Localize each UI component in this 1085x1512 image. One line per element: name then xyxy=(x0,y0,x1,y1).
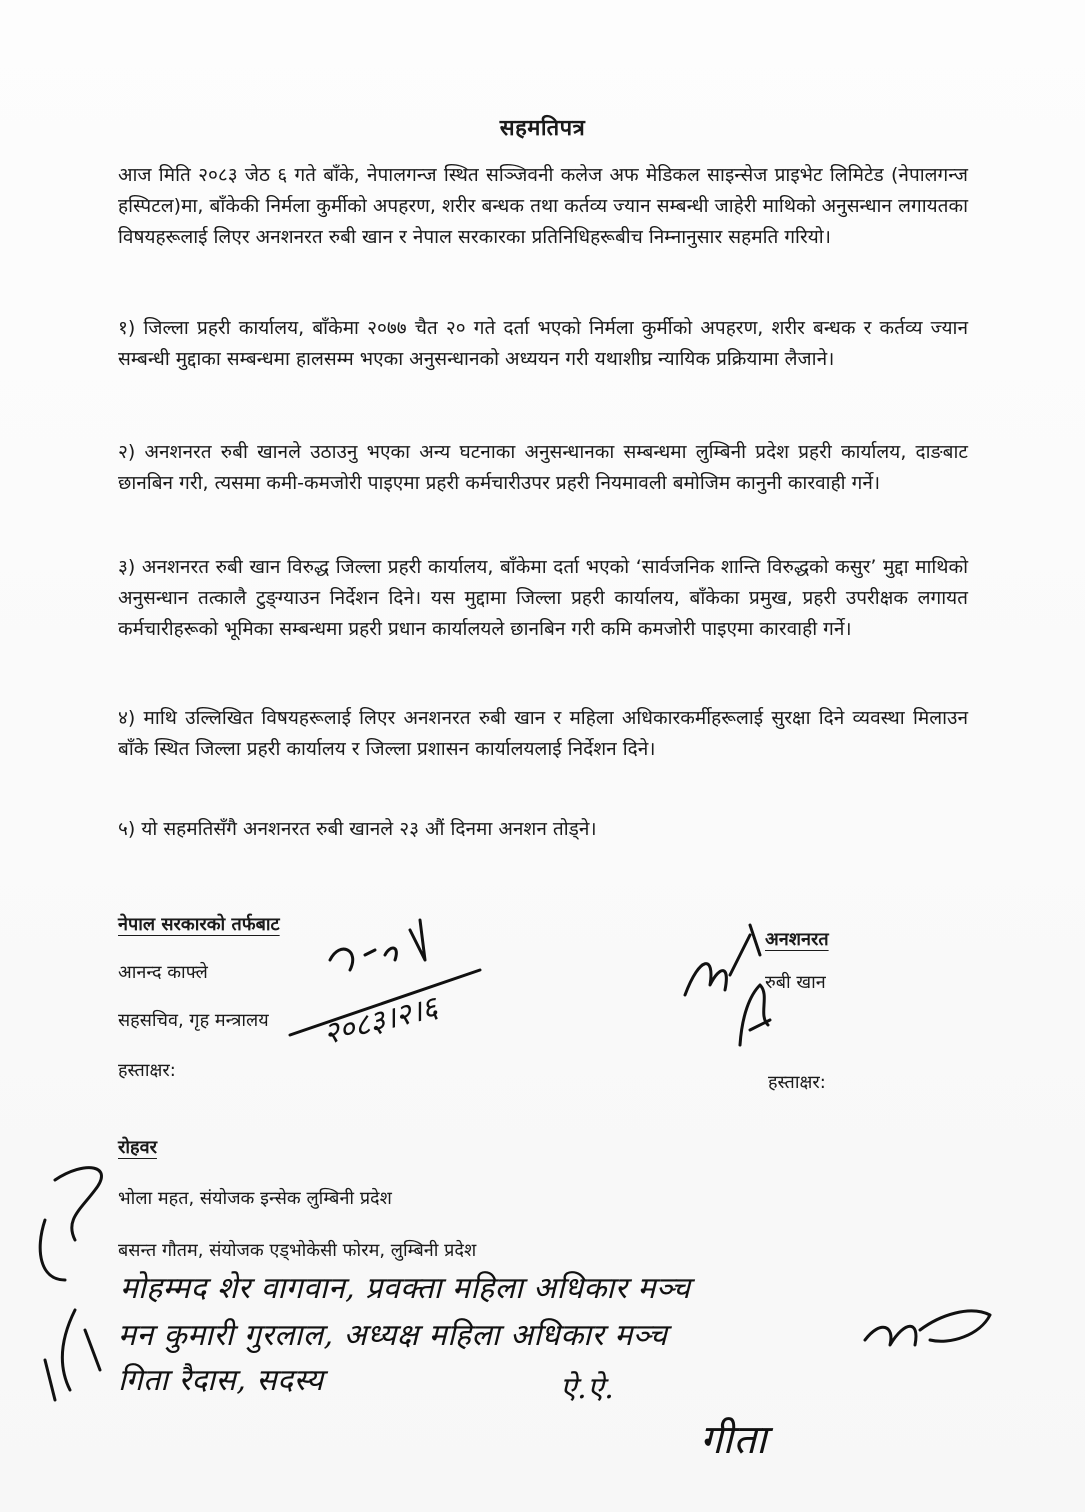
hunger-striker-signature-label: हस्ताक्षर: xyxy=(768,1072,826,1093)
government-signature-label: हस्ताक्षर: xyxy=(118,1060,176,1081)
government-handwritten-date: २०८३।२।६ xyxy=(319,990,442,1053)
intro-paragraph: आज मिति २०८३ जेठ ६ गते बाँके, नेपालगन्ज स्थित सञ्जिवनी कलेज अफ मेडिकल साइन्सेज प्राइभेट लिमिटेड (नेपालगन्ज हस्पिटल)मा, बाँकेकी निर्मला कुर्मीको अपहरण, शरीर बन्धक तथा कर्तव्य ज्यान सम्बन्धी जाहेरी माथिको अनुसन्धान लगायतका विषयहरूलाई लिएर अनशनरत रुबी खान र नेपाल सरकारका प्रतिनिधिहरूबीच निम्नानुसार सहमति गरियो। xyxy=(118,164,968,248)
witness-printed-1: भोला महत, संयोजक इन्सेक लुम्बिनी प्रदेश xyxy=(118,1188,392,1209)
government-signature-scribble xyxy=(260,910,500,1053)
witness-right-signature xyxy=(860,1300,1000,1370)
agreement-point-5: ५) यो सहमतिसँगै अनशनरत रुबी खानले २३ औं दिनमा अनशन तोड्ने। xyxy=(118,818,597,840)
agreement-point-2: २) अनशनरत रुबी खानले उठाउनु भएका अन्य घटनाका अनुसन्धानका सम्बन्धमा लुम्बिनी प्रदेश प्रहरी कार्यालय, दाङबाट छानबिन गरी, त्यसमा कमी-कमजोरी पाइएमा प्रहरी कर्मचारीउपर प्रहरी नियमावली बमोजिम कानुनी कारवाही गर्ने। xyxy=(118,441,968,494)
government-heading: नेपाल सरकारको तर्फबाट xyxy=(118,914,280,935)
witness-handwritten-3: गिता रैदास, सदस्य xyxy=(118,1363,324,1398)
agreement-point-3: ३) अनशनरत रुबी खान विरुद्ध जिल्ला प्रहरी कार्यालय, बाँकेमा दर्ता भएको ‘सार्वजनिक शान्ति विरुद्धको कसुर’ मुद्दा माथिको अनुसन्धान तत्कालै टुङ्ग्याउन निर्देशन दिने। यस मुद्दामा जिल्ला प्रहरी कार्यालय, बाँकेका प्रमुख, प्रहरी उपरीक्षक लगायत कर्मचारीहरूको भूमिका सम्बन्धमा प्रहरी प्रधान कार्यालयले छानबिन गरी कमि कमजोरी पाइएमा कारवाही गर्ने। xyxy=(118,556,968,640)
document-title: सहमतिपत्र xyxy=(499,116,586,141)
hunger-striker-name: रुबी खान xyxy=(765,972,826,993)
witness-handwritten-2: मन कुमारी गुरलाल, अध्यक्ष महिला अधिकार मञ्च xyxy=(118,1318,668,1353)
government-designation: सहसचिव, गृह मन्त्रालय xyxy=(118,1010,269,1031)
agreement-point-1: १) जिल्ला प्रहरी कार्यालय, बाँकेमा २०७७ चैत २० गते दर्ता भएको निर्मला कुर्मीको अपहरण, शरीर बन्धक र कर्तव्य ज्यान सम्बन्धी मुद्दाका सम्बन्धमा हालसम्म भएका अनुसन्धानको अध्ययन गरी यथाशीघ्र न्यायिक प्रक्रियामा लैजाने। xyxy=(118,317,968,370)
witness-handwritten-5: गीता xyxy=(700,1417,768,1463)
hunger-striker-signature-scribble xyxy=(680,915,780,1055)
government-name: आनन्द काफ्ले xyxy=(118,962,208,983)
witness-handwritten-1: मोहम्मद शेर वागवान, प्रवक्ता महिला अधिकार मञ्च xyxy=(120,1271,691,1306)
witness-printed-2: बसन्त गौतम, संयोजक एड्भोकेसी फोरम, लुम्बिनी प्रदेश xyxy=(118,1240,477,1261)
witness-heading: रोहवर xyxy=(118,1137,157,1158)
hunger-striker-heading: अनशनरत xyxy=(765,929,829,950)
agreement-point-4: ४) माथि उल्लिखित विषयहरूलाई लिएर अनशनरत रुबी खान र महिला अधिकारकर्मीहरूलाई सुरक्षा दिने व्यवस्था मिलाउन बाँके स्थित जिल्ला प्रहरी कार्यालय र जिल्ला प्रशासन कार्यालयलाई निर्देशन दिने। xyxy=(118,707,968,760)
witness-handwritten-4: ऐ.ऐ. xyxy=(560,1371,615,1406)
